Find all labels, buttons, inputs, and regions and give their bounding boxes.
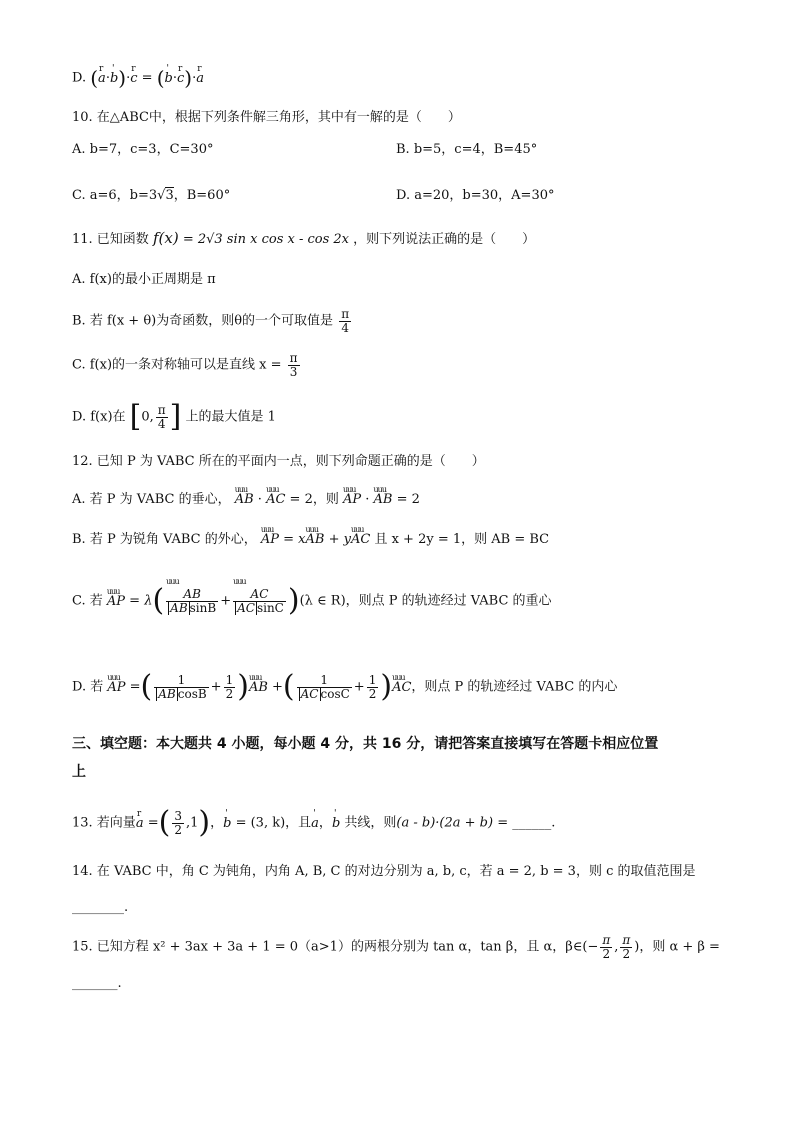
q12-d-half2-den: 2: [368, 686, 377, 701]
q11-fx: f(x): [152, 229, 179, 247]
q13-vec-a: r a: [136, 814, 144, 834]
q12-c-den2-abs: AC: [237, 600, 255, 615]
q11-option-c: [72, 352, 302, 378]
q13-mid1: ，: [210, 815, 224, 831]
q12-a-mid: = 2，则: [285, 492, 343, 507]
q11-a-text: f(x)的最小正周期是 π: [89, 272, 216, 287]
q12-option-c: C. 若 uuu AP = λ( uuu $\frac{AB}{\text{AB sinB}}$ + uuu $\frac{AC}{\text{AC sinC}}$ )(λ ∈ R)，则点 P 的轨迹经过 VABC 的重心: [72, 586, 552, 616]
q12-d-half2-num: 1: [368, 672, 377, 687]
q9-d-label: D.: [72, 70, 87, 86]
section-3-heading: 三、填空题：本大题共 4 小题，每小题 4 分，共 16 分，请把答案直接填写在答题卡相应位置: [72, 736, 659, 752]
q12-a-vec3: uuu AP: [343, 490, 361, 510]
q10-option-c: C. a=6，b=3√3，B=60°: [72, 188, 231, 203]
q12-a-post: = 2: [392, 492, 420, 507]
q13: 13. 若向量r a =( $\frac{3}{2}$ ,1)，' b = (3, k)，且' a，' b 共线，则(a - b)·(2a + b) = ______.: [72, 808, 555, 838]
q10-option-b: B. b=5，c=4，B=45°: [396, 142, 538, 157]
q11-option-b: [72, 308, 353, 334]
q13-expr: (a - b)·(2a + b): [396, 815, 494, 831]
q11-b-text: B. 若 f(x + θ)为奇函数，则θ的一个可取值是: [72, 313, 334, 329]
q11-d-num: π: [157, 402, 166, 417]
q10-stem: 10. 在△ABC中，根据下列条件解三角形，其中有一解的是（ ）: [72, 110, 461, 125]
q12-c-num1: uuu AB: [166, 588, 218, 602]
q12-a-dot: ·: [253, 492, 267, 507]
q13-eq2: = (3, k)，且: [231, 815, 312, 831]
q13-one: ,1: [185, 815, 199, 831]
q15-num1: π: [602, 933, 611, 947]
q10-option-a: A. b=7，c=3，C=30°: [72, 142, 214, 157]
q12-d-vec1: uuu AP: [107, 678, 125, 698]
q11-expr: = 2√3 sin x cos x - cos 2x: [182, 232, 350, 247]
q9-d-eq: =: [141, 70, 157, 86]
q10-option-d: D. a=20，b=30，A=30°: [396, 188, 555, 203]
q12-d-post: ，则点 P 的轨迹经过 VABC 的内心: [411, 679, 618, 695]
q15-den2: 2: [622, 946, 631, 961]
q13-eq1: =: [143, 815, 159, 831]
q12-d-vec3: uuu AC: [392, 678, 411, 698]
q12-d-num2: 1: [297, 674, 352, 688]
q13-mid2: ，: [318, 815, 332, 831]
q15-num2: π: [622, 933, 631, 947]
q12-b-post: 且 x + 2y = 1，则 AB = BC: [370, 532, 550, 547]
q11-d-text: D. f(x)在: [72, 409, 126, 425]
q12-d-eq: =: [125, 679, 141, 695]
q14-blank: ________.: [72, 900, 129, 915]
q13-frac-num: 3: [174, 808, 182, 823]
q12-d-plus2: +: [267, 679, 283, 695]
q12-b-eq: = x: [279, 532, 306, 547]
q11-d-post: 上的最大值是 1: [185, 409, 276, 425]
q12-a-vec2: uuu AC: [266, 490, 285, 510]
q13-post: = ______.: [493, 815, 556, 831]
q13-vec-a2: ' a: [311, 814, 319, 834]
q12-d-den2-trig: cosC: [320, 686, 350, 701]
q15-pre: 15. 已知方程 x² + 3ax + 3a + 1 = 0（a>1）的两根分别为 tan α，tan β，且 α，β∈(−: [72, 939, 599, 955]
q12-c-num2: uuu AC: [233, 588, 286, 602]
q12-b-vec1: uuu AP: [261, 530, 279, 550]
q13-pre: 13. 若向量: [72, 815, 136, 831]
q12-d-den1-abs: AB: [158, 686, 176, 701]
q14-line1: 14. 在 VABC 中，角 C 为钝角，内角 A, B, C 的对边分别为 a, b, c，若 a = 2, b = 3，则 c 的取值范围是: [72, 864, 696, 879]
q12-b-vec2: uuu AB: [306, 530, 325, 550]
q12-b-vec3: uuu AC: [351, 530, 370, 550]
q12-b-text: B. 若 P 为锐角 VABC 的外心，: [72, 532, 257, 547]
q15-post: )，则 α + β =: [634, 939, 720, 955]
q11-d-left: 0,: [141, 409, 154, 425]
q11-c-text: C. f(x)的一条对称轴可以是直线 x =: [72, 357, 282, 373]
q12-a-vec4: uuu AB: [374, 490, 393, 510]
q12-option-d: D. 若 uuu AP =( $\frac{1}{\text{AB cosB}}$ + $\frac{1}{2}$ )uuu AB +( $\frac{1}{\text{AC cosC}}$ + $\frac{1}{2}$ )uuu AC，则点 P 的轨迹经过 VABC 的内心: [72, 672, 617, 702]
q11-option-a: [72, 270, 216, 290]
q9-option-d: D. (r a·' b)·r c = (' b·r c)·r a: [72, 68, 204, 89]
q11-d-den: 4: [157, 416, 166, 431]
q11-stem: [72, 228, 535, 250]
q12-c-den2-trig: sinC: [256, 600, 284, 615]
q12-d-text: D. 若: [72, 679, 104, 695]
q12-d-plus1: +: [210, 679, 222, 695]
section-3-heading-cont: 上: [72, 764, 86, 780]
q13-vec-b: ' b: [223, 814, 231, 834]
q12-stem: 12. 已知 P 为 VABC 所在的平面内一点，则下列命题正确的是（ ）: [72, 454, 485, 469]
q12-b-plus: + y: [324, 532, 351, 547]
q12-c-eq: = λ: [125, 593, 153, 609]
q15-blank: _______.: [72, 976, 122, 991]
q12-c-vec1: uuu AP: [107, 592, 125, 612]
q11-b-den: 4: [341, 320, 349, 335]
q13-mid3: 共线，则: [340, 815, 397, 831]
q12-c-post: ，则点 P 的轨迹经过 VABC 的重心: [345, 593, 552, 609]
q12-a-text: A. 若 P 为 VABC 的垂心，: [72, 492, 231, 507]
q11-stem-post: ，则下列说法正确的是（ ）: [353, 232, 536, 247]
q15-den1: 2: [602, 946, 611, 961]
q10-c-post: ，B=60°: [173, 188, 231, 203]
q12-d-vec2: uuu AB: [249, 678, 268, 698]
q12-d-den1-trig: cosB: [177, 686, 207, 701]
q12-a-vec1: uuu AB: [235, 490, 254, 510]
q13-frac-den: 2: [174, 822, 182, 837]
q11-stem-pre: 11. 已知函数: [72, 232, 149, 247]
q12-option-a: A. 若 P 为 VABC 的垂心， uuu AB · uuu AC = 2，则 uuu AP · uuu AB = 2: [72, 490, 420, 510]
q12-d-num1: 1: [154, 674, 208, 688]
q12-c-den1-trig: sinB: [189, 600, 217, 615]
q11-c-num: π: [289, 351, 298, 365]
q10-c-root: 3: [165, 188, 174, 203]
q12-d-den2-abs: AC: [300, 686, 319, 701]
q13-vec-b2: ' b: [332, 814, 340, 834]
q15-line1: [72, 934, 720, 960]
q12-c-den1-abs: AB: [170, 600, 188, 615]
q11-a-label: A.: [72, 272, 86, 287]
q12-c-text: C. 若: [72, 593, 103, 609]
q10-c-text: C. a=6，b=3: [72, 188, 158, 203]
q12-c-cond: (λ ∈ R): [299, 593, 346, 609]
q12-d-half-den: 2: [225, 686, 234, 701]
q12-option-b: [72, 530, 549, 550]
q12-d-half-num: 1: [225, 672, 234, 687]
q11-c-den: 3: [289, 364, 298, 379]
q15-comma: ,: [614, 939, 619, 955]
q12-c-plus: +: [220, 593, 232, 609]
q11-b-num: π: [341, 307, 350, 321]
q12-d-plus3: +: [353, 679, 365, 695]
q11-option-d: D. f(x)在 [0, $\frac{\pi}{4}$ ] 上的最大值是 1: [72, 399, 276, 434]
